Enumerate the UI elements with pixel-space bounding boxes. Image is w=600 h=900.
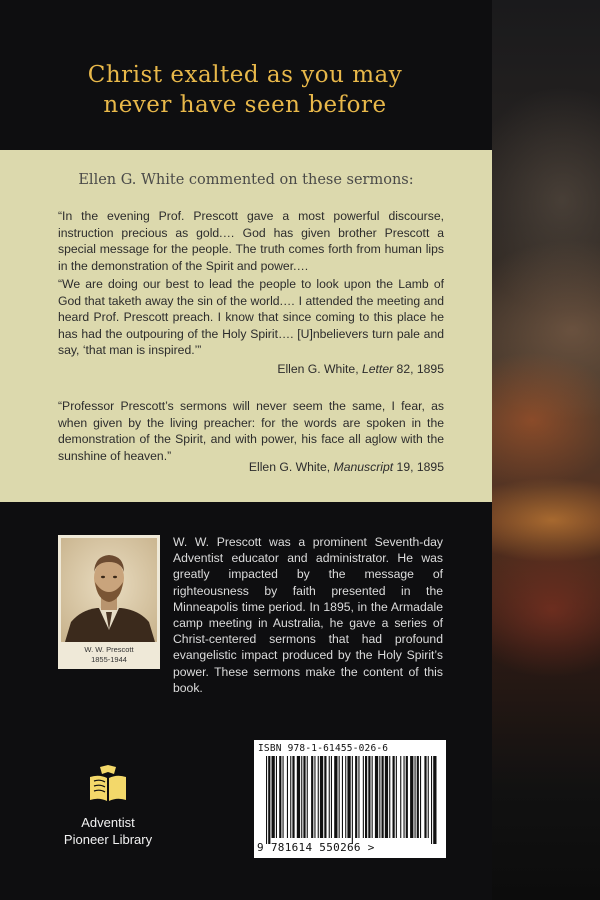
barcode-bar <box>358 756 359 838</box>
publisher-line-2: Pioneer Library <box>63 832 153 847</box>
barcode-bar <box>365 756 367 838</box>
caption-years: 1855-1944 <box>91 655 127 664</box>
barcode-bar <box>307 756 308 838</box>
barcode-bar <box>324 756 326 838</box>
barcode-bar <box>283 756 284 838</box>
comments-title: Ellen G. White commented on these sermons: <box>78 172 414 188</box>
barcode-bar <box>431 756 432 844</box>
barcode-bar <box>268 756 270 844</box>
barcode-bar <box>417 756 419 838</box>
barcode-bar <box>375 756 378 838</box>
barcode-bar <box>318 756 319 838</box>
comments-panel <box>0 150 492 502</box>
barcode-bar <box>279 756 281 838</box>
barcode-bar <box>347 756 350 838</box>
barcode-bar <box>303 756 305 838</box>
barcode-bar <box>389 756 390 838</box>
barcode-bar <box>297 756 300 838</box>
quote-3: “Professor Prescott’s sermons will never seem the same, I fear, as when given by the living preacher: for the words are spoken in the demonstration of the Spirit, and with power, his face all aglow with the sunshine of heaven.” <box>58 399 444 463</box>
barcode-bar <box>301 756 302 838</box>
author-photo-frame <box>58 535 160 669</box>
barcode-bar <box>372 756 373 838</box>
barcode-bar <box>428 756 429 838</box>
barcode-bar <box>400 756 401 838</box>
caption-name: W. W. Prescott <box>84 645 134 654</box>
author-photo-caption <box>58 645 160 665</box>
barcode-bar <box>320 756 323 838</box>
barcode-bar <box>287 756 288 838</box>
barcode-bar <box>311 756 313 838</box>
barcode-bar <box>329 756 330 838</box>
barcode-bar <box>363 756 364 838</box>
isbn-label: ISBN 978-1-61455-026-6 <box>258 743 389 754</box>
attribution-2: Ellen G. White, Manuscript 19, 1895 <box>248 460 444 474</box>
cover-headline <box>30 60 460 120</box>
headline-line-1: Christ exalted as you may <box>87 62 403 88</box>
barcode-bar <box>393 756 395 838</box>
quote-1: “In the evening Prof. Prescott gave a most powerful discourse, instruction precious as gold.… God has given brother Prescott a special message for the people. The truth comes forth from human lips in the demonstration of the Spirit and power.… <box>58 209 444 273</box>
barcode-bar <box>415 756 416 838</box>
publisher-name <box>48 814 168 848</box>
isbn-digits: 9 781614 550266 > <box>257 841 375 854</box>
barcode-bar <box>314 756 315 838</box>
publisher-logo <box>48 765 168 848</box>
open-book-icon <box>88 765 128 803</box>
barcode-bar <box>420 756 421 838</box>
barcode-bar <box>410 756 413 838</box>
barcode-bar <box>342 756 343 838</box>
barcode-bar <box>290 756 291 838</box>
barcode-bar <box>339 756 340 838</box>
barcode-bar <box>276 756 277 838</box>
publisher-line-1: Adventist <box>81 815 135 830</box>
barcode-bar <box>424 756 426 838</box>
barcode-bar <box>345 756 346 838</box>
barcode-bar <box>272 756 275 838</box>
barcode-bar <box>368 756 370 838</box>
author-bio: W. W. Prescott was a prominent Seventh-day Adventist educator and administrator. He was greatly impacted by the message of righteousness by faith presented in the Minneapolis time period. In 1895, in the Armadale camp meeting in Australia, he gave a series of Christ-centered sermons that had profound evangelistic impact produced by the Holy Spirit’s power. These sermons make the content of this book. <box>173 535 443 695</box>
barcode-bar <box>334 756 337 838</box>
barcode-bar <box>404 756 405 838</box>
quote-2: “We are doing our best to lead the people to look upon the Lamb of God that taketh away the sin of the world.… I attended the meeting and heard Prof. Prescott preach. I know that since coming to this place he has had the outpouring of the Holy Spirit…. [U]nbelievers turn pale and say, ‘that man is inspired.’” <box>58 277 444 357</box>
barcode-bar <box>352 756 353 844</box>
barcode-bar <box>292 756 294 838</box>
barcode-bar <box>433 756 436 844</box>
barcode-bar <box>396 756 397 838</box>
barcode-bar <box>266 756 267 844</box>
attribution-1: Ellen G. White, Letter 82, 1895 <box>277 362 444 376</box>
sunset-sky-image <box>492 0 600 900</box>
barcode-bar <box>331 756 332 838</box>
barcode-bar <box>355 756 357 838</box>
isbn-barcode <box>254 740 446 858</box>
barcode-bar <box>379 756 380 838</box>
barcode-bar <box>406 756 408 838</box>
barcode-bar <box>382 756 384 838</box>
author-portrait-photo <box>61 538 157 642</box>
headline-line-2: never have seen before <box>103 92 387 118</box>
barcode-bar <box>385 756 388 838</box>
